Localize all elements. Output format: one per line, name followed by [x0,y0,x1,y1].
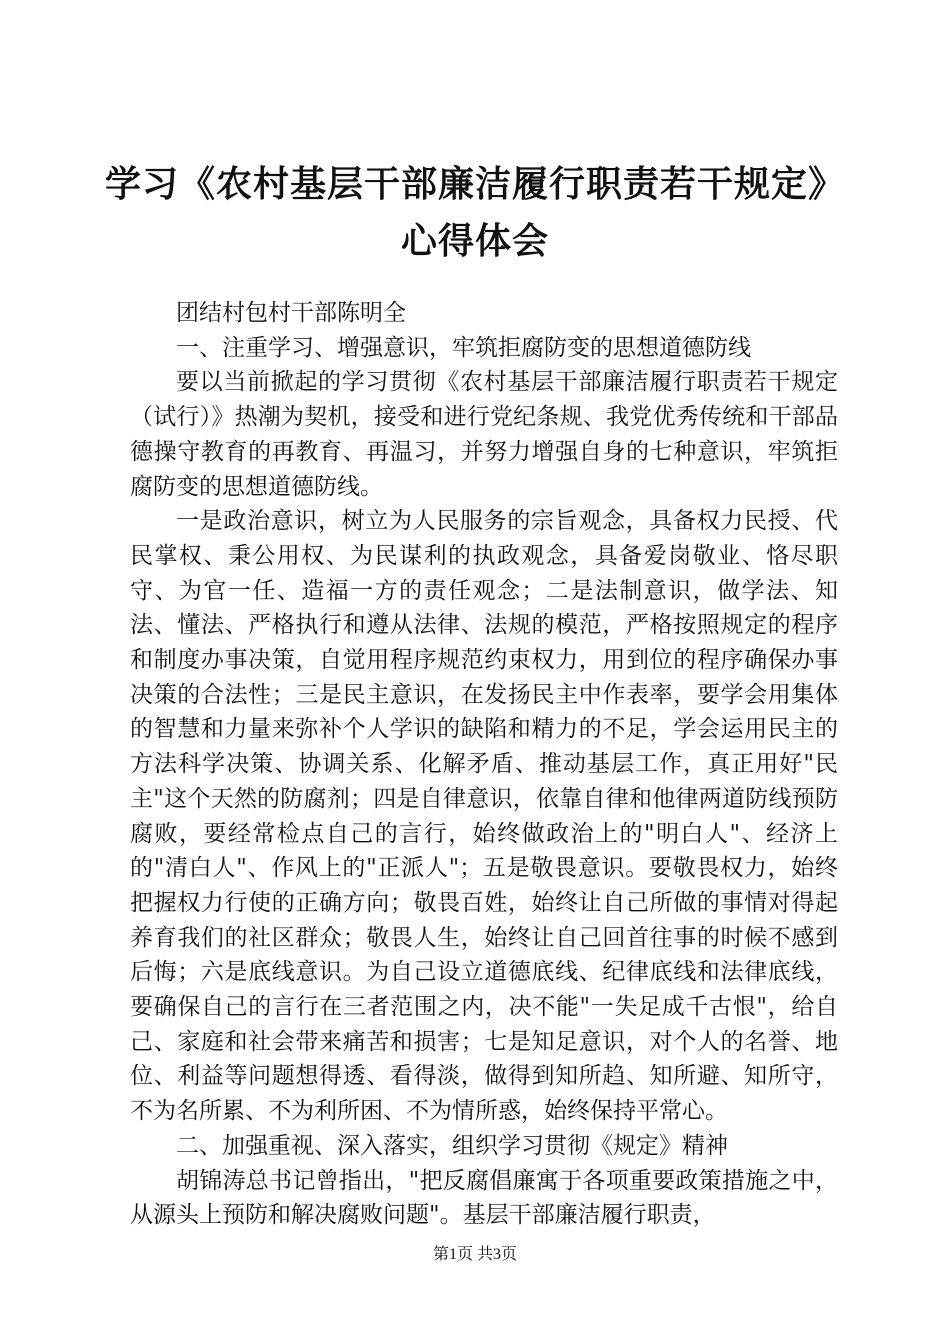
page-footer: 第1页 共3页 [432,1246,517,1263]
paragraph: 要以当前掀起的学习贯彻《农村基层干部廉洁履行职责若干规定（试行）》热潮为契机，接受和进行党纪条规、我党优秀传统和干部品德操守教育的再教育、再温习，并努力增强自身的七种意识，牢筑拒腐防变的思想道德防线。 [130,369,838,500]
author-line: 团结村包村干部陈明全 [176,300,406,326]
paragraph: 一是政治意识，树立为人民服务的宗旨观念，具备权力民授、代民掌权、秉公用权、为民谋利的执政观念，具备爱岗敬业、恪尽职守、为官一任、造福一方的责任观念；二是法制意识，做学法、知法、懂法、严格执行和遵从法律、法规的模范，严格按照规定的程序和制度办事决策，自觉用程序规范约束权力，用到位的程序确保办事决策的合法性；三是民主意识，在发扬民主中作表率，要学会用集体的智慧和力量来弥补个人学识的缺陷和精力的不足，学会运用民主的方法科学决策、协调关系、化解矛盾、推动基层工作，真正用好"民主"这个天然的防腐剂；四是自律意识，依靠自律和他律两道防线预防腐败，要经常检点自己的言行，始终做政治上的"明白人"、经济上的"清白人"、作风上的"正派人"；五是敬畏意识。要敬畏权力，始终把握权力行使的正确方向；敬畏百姓，始终让自己所做的事情对得起养育我们的社区群众；敬畏人生，始终让自己回首往事的时候不感到后悔；六是底线意识。为自己设立道德底线、纪律底线和法律底线，要确保自己的言行在三者范围之内，决不能"一失足成千古恨"，给自己、家庭和社会带来痛苦和损害；七是知足意识，对个人的名誉、地位、利益等问题想得透、看得淡，做得到知所趋、知所避、知所守，不为名所累、不为利所困、不为情所惑，始终保持平常心。 [130,508,838,1125]
section-heading-2: 二、加强重视、深入落实，组织学习贯彻《规定》精神 [176,1132,728,1159]
section-heading-1: 一、注重学习、增强意识，牢筑拒腐防变的思想道德防线 [176,334,751,361]
document-title: 学习《农村基层干部廉洁履行职责若干规定》 [104,164,845,205]
paragraph: 胡锦涛总书记曾指出，"把反腐倡廉寓于各项重要政策措施之中，从源头上预防和解决腐败问题"。基层干部廉洁履行职责， [130,1167,838,1229]
document-subtitle: 心得体会 [400,221,549,262]
document-body [130,296,838,1233]
